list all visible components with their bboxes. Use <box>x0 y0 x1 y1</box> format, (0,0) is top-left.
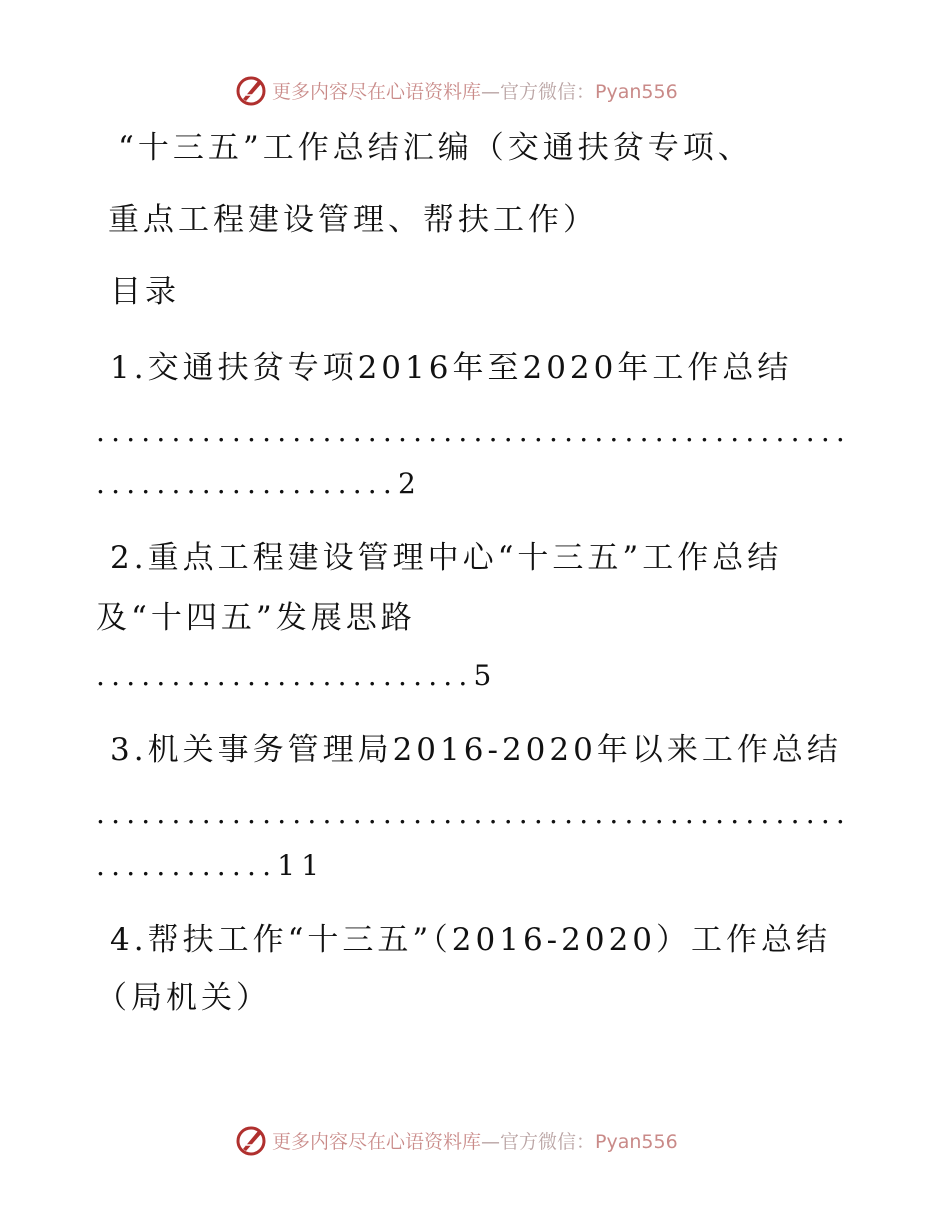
toc-entry-2-page: 5 <box>473 659 498 692</box>
watermark-banner-top <box>234 72 734 108</box>
watermark-part3: Pyan556 <box>595 1130 678 1153</box>
watermark-part2: —官方微信： <box>481 80 596 103</box>
toc-entry-2-leader-row <box>96 658 498 694</box>
watermark-part1: 更多内容尽在心语资料库 <box>272 1130 482 1153</box>
toc-entry-2-title: 2.重点工程建设管理中心“十三五”工作总结 <box>110 540 783 576</box>
toc-entry-1-leader-cont <box>96 466 422 502</box>
watermark-part3: Pyan556 <box>595 80 678 103</box>
document-title-line1: “十三五”工作总结汇编（交通扶贫专项、 <box>118 130 753 166</box>
watermark-banner-bottom <box>234 1122 734 1158</box>
toc-entry-2-leader: ......................... <box>96 659 474 692</box>
watermark-part2: —官方微信： <box>481 1130 596 1153</box>
toc-entry-1-leader2: .................... <box>96 467 399 500</box>
toc-entry-3-title: 3.机关事务管理局2016-2020年以来工作总结 <box>110 732 842 768</box>
watermark-text <box>272 77 678 104</box>
toc-entry-3-page: 11 <box>277 849 326 882</box>
document-title-line2: 重点工程建设管理、帮扶工作） <box>108 202 598 238</box>
toc-entry-2-title-cont: 及“十四五”发展思路 <box>96 600 416 636</box>
toc-entry-4-title-cont: （局机关） <box>96 980 271 1016</box>
toc-entry-3-leader-cont <box>96 848 325 884</box>
quill-logo-icon <box>234 1123 268 1157</box>
toc-entry-1-page: 2 <box>398 467 423 500</box>
watermark-part1: 更多内容尽在心语资料库 <box>272 80 482 103</box>
toc-heading: 目录 <box>110 274 180 310</box>
quill-logo-icon <box>234 73 268 107</box>
toc-entry-3-leader2: ............ <box>96 849 278 882</box>
toc-entry-1-leader: .................................................. <box>96 415 852 448</box>
watermark-text <box>272 1127 678 1154</box>
toc-entry-1-title: 1.交通扶贫专项2016年至2020年工作总结 <box>110 350 793 386</box>
toc-entry-3-leader: .................................................. <box>96 797 852 830</box>
toc-entry-4-title: 4.帮扶工作“十三五”（2016-2020）工作总结 <box>110 922 832 958</box>
